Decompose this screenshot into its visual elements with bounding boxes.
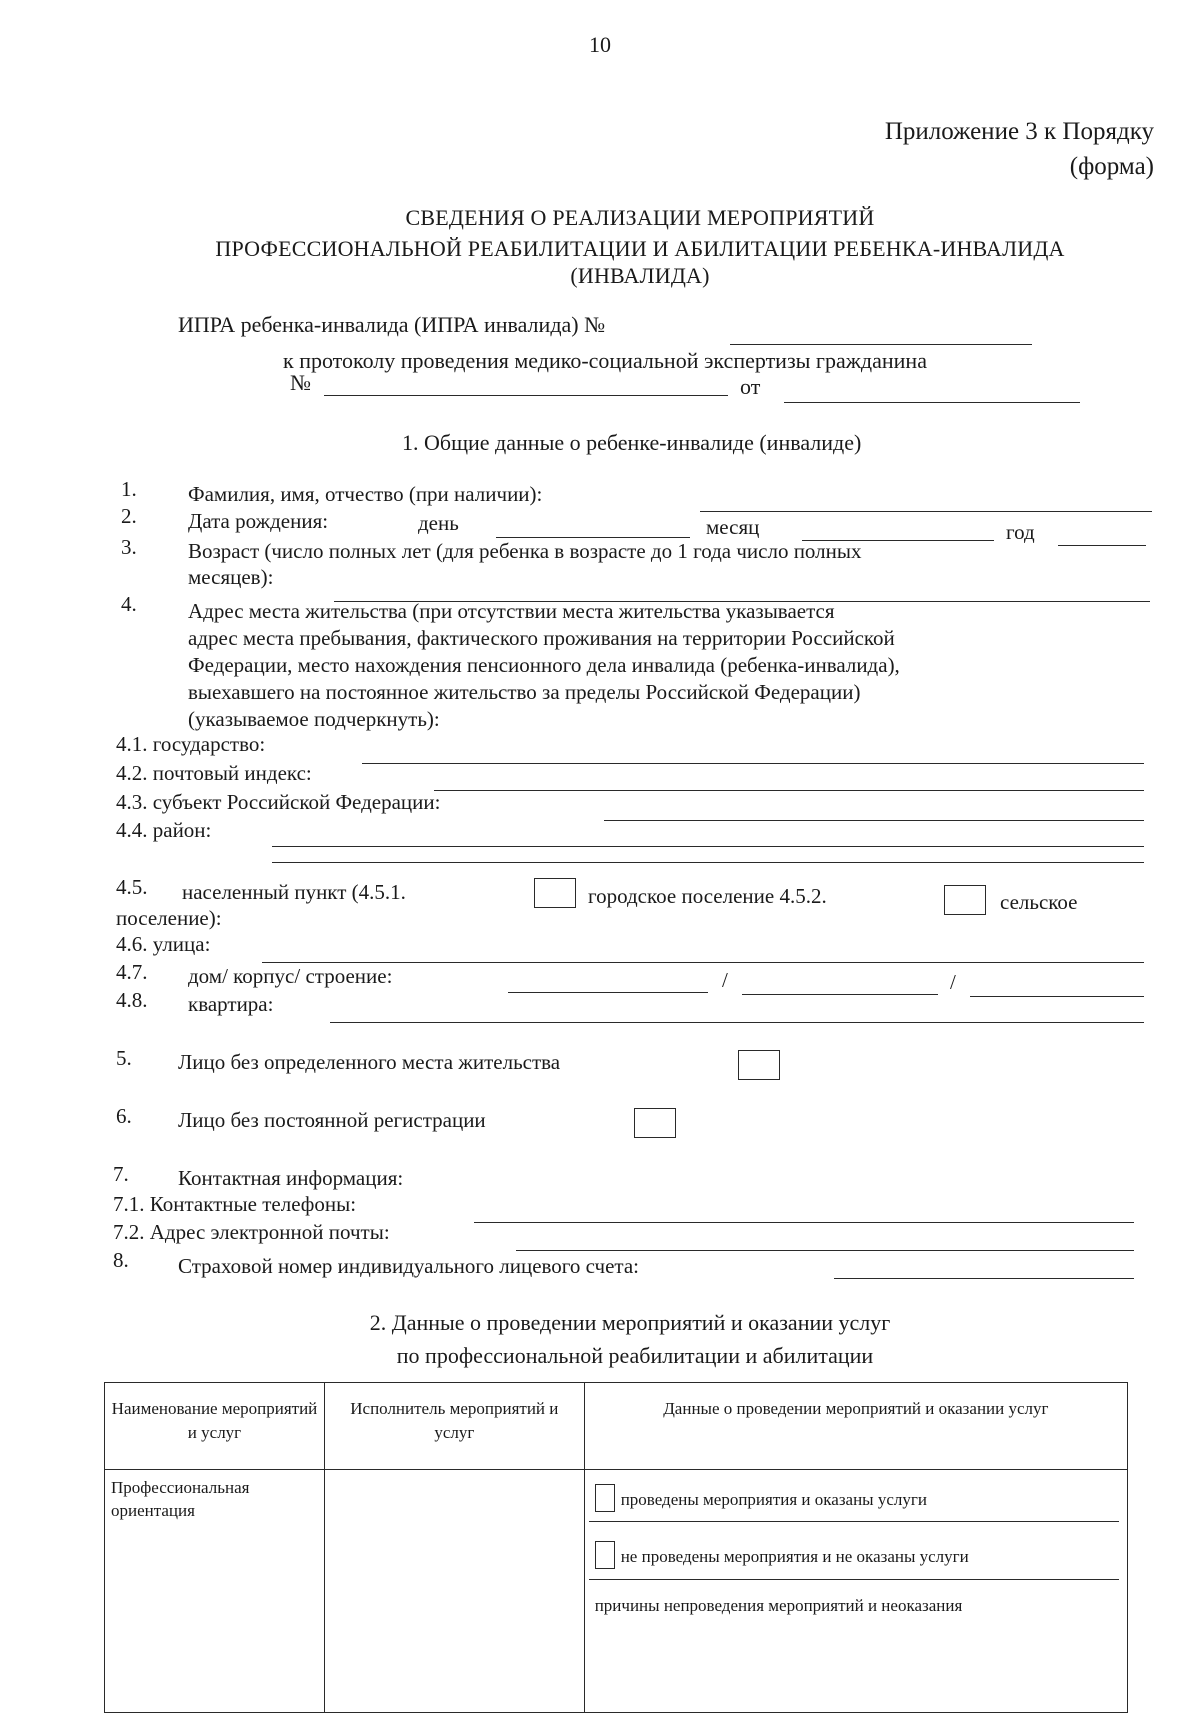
option-not-done-rule xyxy=(589,1579,1119,1580)
no-residence-checkbox[interactable] xyxy=(738,1050,780,1080)
item-number: 4. xyxy=(121,592,137,616)
data-cell xyxy=(584,1470,1127,1713)
address-text-2: адрес места пребывания, фактического проживания на территории Российской xyxy=(188,626,895,650)
col-header-name: Наименование мероприятий и услуг xyxy=(105,1383,325,1470)
protocol-from-label: от xyxy=(740,374,761,399)
ipra-label: ИПРА ребенка-инвалида (ИПРА инвалида) № xyxy=(178,312,606,337)
snils-label: Страховой номер индивидуального лицевого счета: xyxy=(178,1254,640,1278)
section2-heading-2: по профессиональной реабилитации и абилитации xyxy=(396,1343,874,1368)
dob-day-label: день xyxy=(418,511,459,535)
dob-month-label: месяц xyxy=(706,515,760,539)
section1-heading: 1. Общие данные о ребенке-инвалиде (инвалиде) xyxy=(402,430,862,455)
street-field[interactable] xyxy=(262,962,1144,963)
item-number: 7. xyxy=(113,1162,129,1186)
flat-label: квартира: xyxy=(188,992,274,1016)
protocol-text: к протоколу проведения медико-социальной экспертизы гражданина xyxy=(283,348,927,373)
option-done-rule xyxy=(589,1521,1119,1522)
option-not-done-label: не проведены мероприятия и не оказаны услуги xyxy=(620,1547,969,1566)
structure-field[interactable] xyxy=(970,996,1144,997)
address-text-5: (указываемое подчеркнуть): xyxy=(188,707,440,731)
settlement-end-label: поселение): xyxy=(116,906,222,930)
item-number: 2. xyxy=(121,504,137,528)
title-line-2: ПРОФЕССИОНАЛЬНОЙ РЕАБИЛИТАЦИИ И АБИЛИТАЦИИ РЕБЕНКА-ИНВАЛИДА xyxy=(215,236,1065,261)
dob-day-field[interactable] xyxy=(496,537,690,538)
col-header-executor: Исполнитель мероприятий и услуг xyxy=(324,1383,584,1470)
dob-year-field[interactable] xyxy=(1058,545,1146,546)
email-field[interactable] xyxy=(516,1250,1134,1251)
state-label: 4.1. государство: xyxy=(116,732,266,756)
fio-field[interactable] xyxy=(700,511,1152,512)
settlement-label: населенный пункт (4.5.1. xyxy=(182,880,406,904)
postcode-label: 4.2. почтовый индекс: xyxy=(116,761,312,785)
row-name-cell xyxy=(105,1470,325,1713)
section2-heading-1: 2. Данные о проведении мероприятий и оказании услуг xyxy=(369,1310,891,1335)
house-field[interactable] xyxy=(508,992,708,993)
protocol-no-label: № xyxy=(290,370,311,395)
no-registration-checkbox[interactable] xyxy=(634,1108,676,1138)
address-text-4: выехавшего на постоянное жительство за пределы Российской Федерации) xyxy=(188,680,861,704)
item-number: 6. xyxy=(116,1104,132,1128)
form-label: (форма) xyxy=(1069,153,1154,180)
appendix-label: Приложение 3 к Порядку xyxy=(884,118,1154,145)
protocol-number-field[interactable] xyxy=(324,395,728,396)
age-label-2: месяцев): xyxy=(188,565,274,589)
item-number: 4.8. xyxy=(116,988,148,1012)
rural-checkbox[interactable] xyxy=(944,885,986,915)
building-field[interactable] xyxy=(742,994,938,995)
table-row xyxy=(105,1470,1128,1713)
building-slash: / xyxy=(950,970,956,994)
item-number: 5. xyxy=(116,1046,132,1070)
flat-field[interactable] xyxy=(330,1022,1144,1023)
urban-checkbox[interactable] xyxy=(534,878,576,908)
age-label-1: Возраст (число полных лет (для ребенка в возрасте до 1 года число полных xyxy=(188,539,862,563)
district-field[interactable] xyxy=(272,846,1144,847)
email-label: 7.2. Адрес электронной почты: xyxy=(113,1220,390,1244)
state-field[interactable] xyxy=(362,763,1144,764)
protocol-date-field[interactable] xyxy=(784,402,1080,403)
option-done-label: проведены мероприятия и оказаны услуги xyxy=(620,1490,927,1509)
item-number: 4.5. xyxy=(116,875,148,899)
snils-field[interactable] xyxy=(834,1278,1134,1279)
services-table xyxy=(104,1382,1128,1713)
item-number: 1. xyxy=(121,477,137,501)
house-label: дом/ корпус/ строение: xyxy=(188,964,393,988)
rural-label: сельское xyxy=(1000,890,1078,914)
address-text-1: Адрес места жительства (при отсутствии места жительства указывается xyxy=(188,599,835,623)
subject-label: 4.3. субъект Российской Федерации: xyxy=(116,790,441,814)
title-line-3: (ИНВАЛИДА) xyxy=(570,263,710,288)
district-label: 4.4. район: xyxy=(116,818,212,842)
street-label: 4.6. улица: xyxy=(116,932,211,956)
executor-cell[interactable] xyxy=(324,1470,584,1713)
col-header-data: Данные о проведении мероприятий и оказании услуг xyxy=(584,1383,1127,1470)
page-number: 10 xyxy=(589,32,611,57)
row-name-text: Профессиональная ориентация xyxy=(111,1478,250,1520)
title-line-1: СВЕДЕНИЯ О РЕАЛИЗАЦИИ МЕРОПРИЯТИЙ xyxy=(405,205,875,230)
dob-year-label: год xyxy=(1006,520,1035,544)
subject-field[interactable] xyxy=(604,820,1144,821)
postcode-field[interactable] xyxy=(434,790,1144,791)
fio-label: Фамилия, имя, отчество (при наличии): xyxy=(188,482,543,506)
contact-label: Контактная информация: xyxy=(178,1166,404,1190)
address-text-3: Федерации, место нахождения пенсионного дела инвалида (ребенка-инвалида), xyxy=(188,653,900,677)
dob-label: Дата рождения: xyxy=(188,509,329,533)
item-number: 3. xyxy=(121,535,137,559)
option-not-done-checkbox[interactable] xyxy=(595,1541,615,1569)
house-slash: / xyxy=(722,968,728,992)
reasons-label: причины непроведения мероприятий и неоказания xyxy=(594,1596,963,1615)
phones-label: 7.1. Контактные телефоны: xyxy=(113,1192,357,1216)
ipra-number-field[interactable] xyxy=(730,344,1032,345)
district-field-extra[interactable] xyxy=(272,862,1144,863)
table-header-row xyxy=(105,1383,1128,1470)
option-done-checkbox[interactable] xyxy=(595,1484,615,1512)
urban-label: городское поселение 4.5.2. xyxy=(588,884,827,908)
no-residence-label: Лицо без определенного места жительства xyxy=(178,1050,561,1074)
phones-field[interactable] xyxy=(474,1222,1134,1223)
no-registration-label: Лицо без постоянной регистрации xyxy=(178,1108,486,1132)
item-number: 8. xyxy=(113,1248,129,1272)
item-number: 4.7. xyxy=(116,960,148,984)
